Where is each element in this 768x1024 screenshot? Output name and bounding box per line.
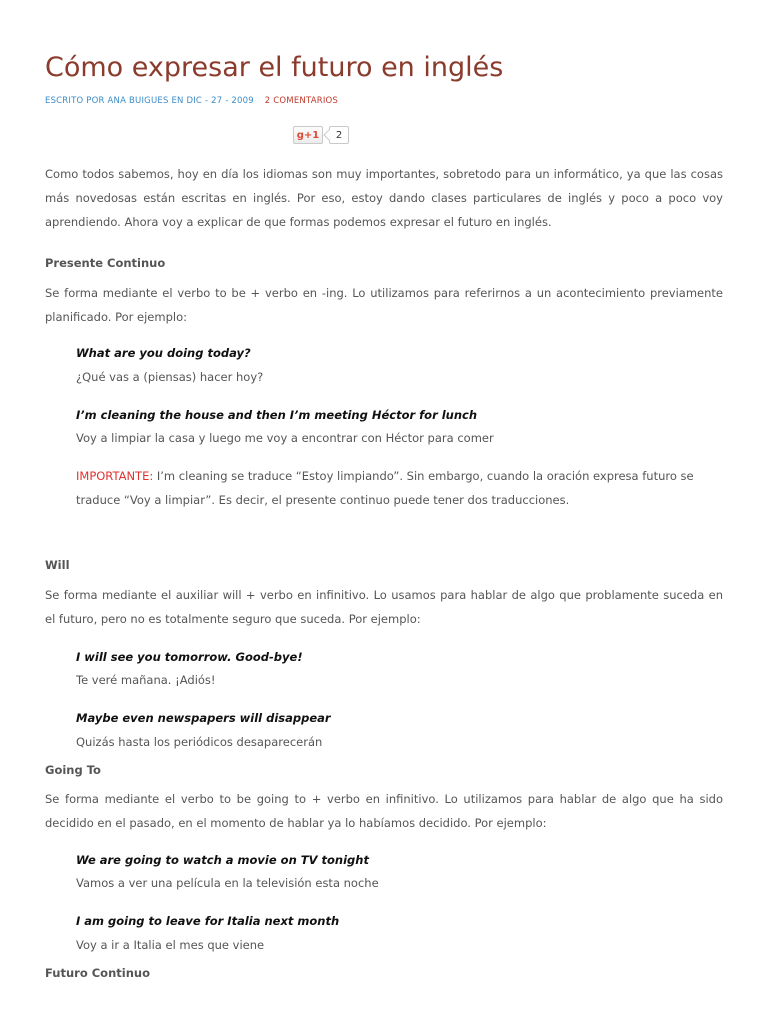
- google-plus-icon: g: [296, 129, 304, 141]
- section-heading-going-to: Going To: [45, 763, 101, 777]
- example-english: I’m cleaning the house and then I’m meeting Héctor for lunch: [76, 408, 478, 422]
- example-spanish: Vamos a ver una película en la televisión esta noche: [76, 876, 379, 890]
- example-english: I will see you tomorrow. Good-bye!: [76, 650, 303, 664]
- google-plus-button[interactable]: [293, 126, 323, 144]
- important-text: I’m cleaning se traduce “Estoy limpiando”. Sin embargo, cuando la oración expresa futuro se traduce “Voy a limpiar”. Es decir, el presente continuo puede tener dos traducciones.: [76, 469, 694, 507]
- example-spanish: Quizás hasta los periódicos desaparecerán: [76, 735, 323, 749]
- comments-link[interactable]: 2 COMENTARIOS: [264, 96, 339, 106]
- post-title[interactable]: Cómo expresar el futuro en inglés: [45, 52, 504, 83]
- example-spanish: Voy a ir a Italia el mes que viene: [76, 938, 265, 952]
- section-text-presente-continuo: Se forma mediante el verbo to be + verbo en -ing. Lo utilizamos para referirnos a un acontecimiento previamente planificado. Por ejemplo:: [45, 286, 723, 324]
- important-label: IMPORTANTE:: [76, 469, 154, 483]
- example-spanish: ¿Qué vas a (piensas) hacer hoy?: [76, 370, 264, 384]
- example-english: Maybe even newspapers will disappear: [76, 711, 331, 725]
- google-plus-widget: [293, 125, 349, 145]
- section-text-going-to: Se forma mediante el verbo to be going to + verbo en infinitivo. Lo utilizamos para hablar de algo que ha sido decidido en el pasado, en el momento de hablar ya lo habíamos decidido. Por ejemplo:: [45, 792, 723, 830]
- example-english: We are going to watch a movie on TV tonight: [76, 853, 369, 867]
- intro-paragraph: Como todos sabemos, hoy en día los idiomas son muy importantes, sobretodo para un informático, ya que las cosas más novedosas están escritas en inglés. Por eso, estoy dando clases particulares de inglés y poco a poco voy aprendiendo. Ahora voy a explicar de que formas podemos expresar el futuro en inglés.: [45, 167, 723, 229]
- example-english: I am going to leave for Italia next month: [76, 914, 340, 928]
- google-plus-label: +1: [303, 129, 320, 141]
- post-meta: [45, 96, 338, 106]
- section-heading-will: Will: [45, 558, 70, 572]
- post-author-date[interactable]: ESCRITO POR ANA BUIGUES EN DIC - 27 - 2009: [45, 96, 254, 106]
- example-spanish: Te veré mañana. ¡Adiós!: [76, 673, 216, 687]
- google-plus-count: 2: [329, 126, 349, 144]
- section-text-will: Se forma mediante el auxiliar will + verbo en infinitivo. Lo usamos para hablar de algo que problamente suceda en el futuro, pero no es totalmente seguro que suceda. Por ejemplo:: [45, 588, 723, 626]
- section-heading-presente-continuo: Presente Continuo: [45, 256, 166, 270]
- example-english: What are you doing today?: [76, 346, 251, 360]
- section-heading-futuro-continuo: Futuro Continuo: [45, 966, 150, 980]
- example-spanish: Voy a limpiar la casa y luego me voy a encontrar con Héctor para comer: [76, 431, 494, 445]
- important-note: [76, 464, 706, 512]
